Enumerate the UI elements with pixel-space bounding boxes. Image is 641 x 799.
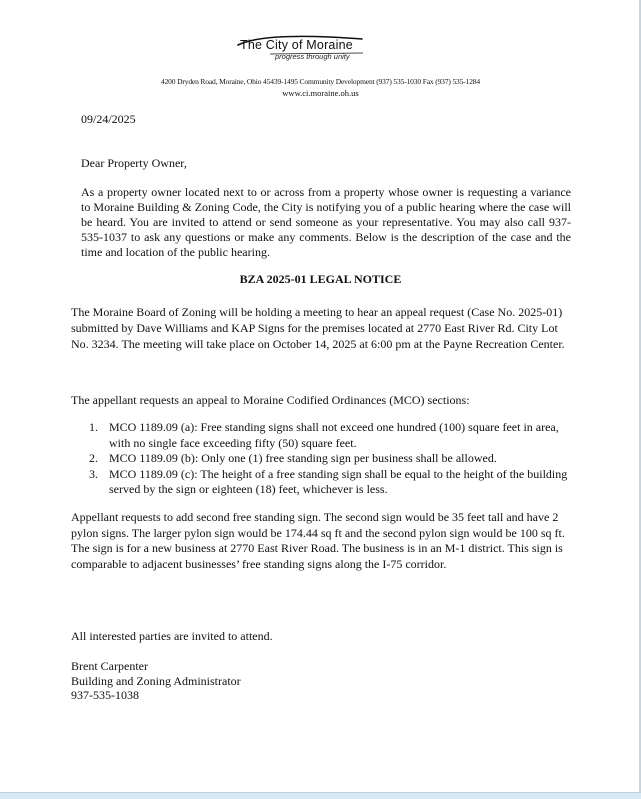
ordinance-number: 3. — [89, 466, 98, 481]
logo-tagline: progress through unity — [275, 52, 350, 61]
intro-paragraph: As a property owner located next to or across from a property whose owner is requesting a variance to Moraine Building & Zoning Code, the City is notifying you of a public hearing where the case will be heard. You are invited to attend or send someone as your representative. You may also call 937-535-1037 to ask any questions or make any comments. Below is the description of the case and the time and location of the public hearing. — [81, 185, 571, 259]
request-paragraph: Appellant requests to add second free standing sign. The second sign would be 35 feet tall and have 2 pylon signs. The larger pylon sign would be 174.44 sq ft and the second pylon sign would be 100 sq ft. The sign is for a new business at 2770 East River Road. The business is in an M-1 district. This sign is comparable to adjacent businesses’ free standing signs along the I-75 corridor. — [71, 510, 565, 571]
ordinance-number: 1. — [89, 420, 98, 434]
logo-name: The City of Moraine — [240, 38, 353, 52]
ordinance-item — [89, 420, 571, 451]
signature-block — [71, 659, 241, 703]
letter-date: 09/24/2025 — [81, 112, 136, 126]
salutation: Dear Property Owner, — [81, 156, 187, 170]
appeal-intro: The appellant requests an appeal to Moraine Codified Ordinances (MCO) sections: — [71, 393, 470, 407]
letterhead-website: www.ci.moraine.oh.us — [282, 88, 359, 98]
signer-phone: 937-535-1038 — [71, 688, 139, 702]
ordinance-item — [89, 467, 571, 498]
ordinance-text: MCO 1189.09 (b): Only one (1) free standing sign per business shall be allowed. — [109, 451, 497, 465]
notice-title: BZA 2025-01 LEGAL NOTICE — [239, 272, 402, 286]
signer-title: Building and Zoning Administrator — [71, 673, 241, 688]
ordinance-item — [89, 451, 571, 467]
meeting-paragraph: The Moraine Board of Zoning will be holding a meeting to hear an appeal request (Case No. 2025-01) submitted by Dave Williams and KAP Signs for the premises located at 2770 East River Rd. City Lot No. 3234. The meeting will take place on October 14, 2025 at 6:00 pm at the Payne Recreation Center. — [71, 305, 565, 351]
ordinance-text: MCO 1189.09 (c): The height of a free standing sign shall be equal to the height of the building served by the sign or eighteen (18) feet, whichever is less. — [109, 466, 568, 496]
letterhead-address: 4200 Dryden Road, Moraine, Ohio 45439-1495 Community Development (937) 535-1030 Fax (937) 535-1284 — [160, 77, 480, 86]
invite-line: All interested parties are invited to attend. — [71, 629, 273, 643]
ordinance-text: MCO 1189.09 (a): Free standing signs shall not exceed one hundred (100) square feet in area, with no single face exceeding fifty (50) square feet. — [109, 420, 559, 450]
viewer-bottom-bar — [0, 792, 641, 799]
signer-name: Brent Carpenter — [71, 659, 148, 673]
ordinance-list — [89, 420, 571, 498]
city-logo — [236, 34, 386, 64]
ordinance-number: 2. — [89, 451, 98, 465]
